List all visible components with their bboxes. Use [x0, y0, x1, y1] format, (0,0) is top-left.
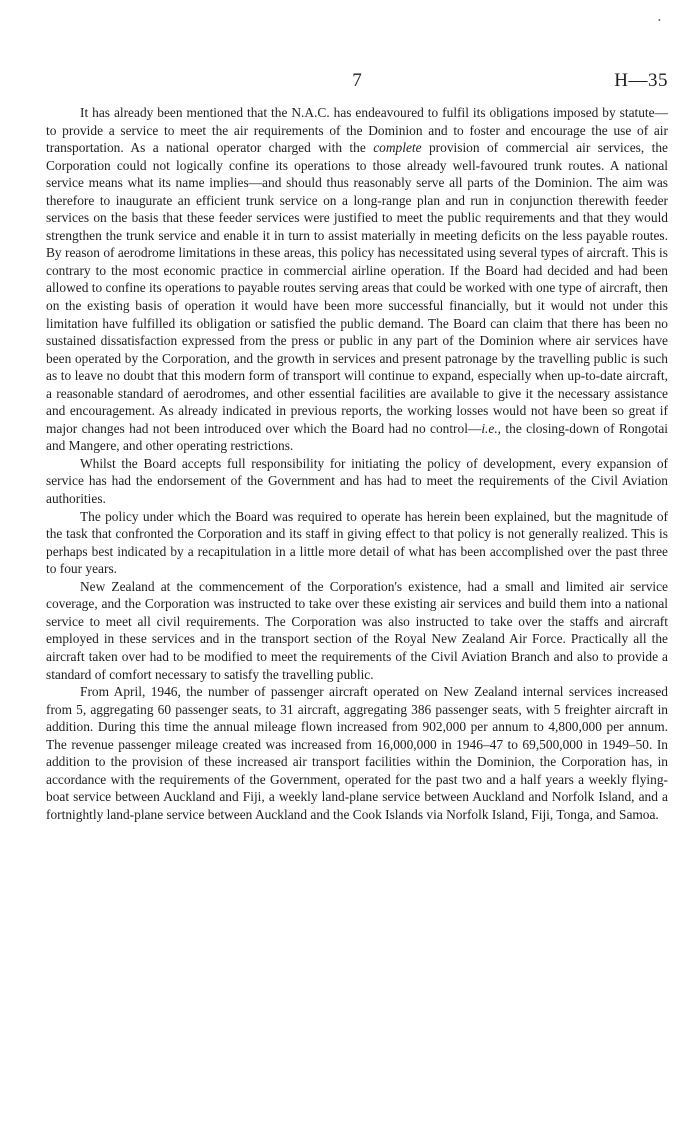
page-number: 7 [352, 70, 362, 91]
body-text [46, 104, 668, 823]
paragraph-1: It has already been mentioned that the N.A.C. has endeavoured to fulfil its obligations imposed by statute—to provide a service to meet the air requirements of the Dominion and to foster and encourage the use of air transportation. As a national operator charged with the complete provision of commercial air services, the Corporation could not logically confine its operations to those already well-favoured trunk routes. A national service means what its name implies—and should thus reasonably serve all parts of the Dominion. The aim was therefore to inaugurate an efficient trunk service on a long-range plan and run in conjunction therewith feeder services on the basis that these feeder services were justified to meet the public requirements and that they would strengthen the trunk service and enable it in turn to assist materially in meeting deficits on the less payable routes. By reason of aerodrome limitations in these areas, this policy has necessitated using several types of aircraft. This is contrary to the most economic practice in commercial airline operation. If the Board had decided and had been allowed to confine its operations to payable routes serving areas that could be worked with one type of aircraft, then on the existing basis of operation it would have been more successful financially, but it would not under this limitation have fulfilled its obligation or satisfied the public demand. The Board can claim that there has been no sustained dissatisfaction expressed from the press or public in any part of the Dominion where air services have been operated by the Corporation, and the growth in services and present patronage by the travelling public is such as to leave no doubt that this modern form of transport will continue to expand, especially when up-to-date aircraft, a reasonable standard of aerodromes, and other essential facilities are available to give it the necessary assistance and encouragement. As already indicated in previous reports, the working losses would not have been so great if major changes had not been introduced over which the Board had no control—i.e., the closing-down of Rongotai and Mangere, and other operating restrictions. [46, 105, 668, 454]
paragraph-3: The policy under which the Board was required to operate has herein been explained, but the magnitude of the task that confronted the Corporation and its staff in giving effect to that policy is not generally realized. This is perhaps best indicated by a recapitulation in a little more detail of what has been accomplished over the past three to four years. [46, 508, 668, 577]
paragraph-2: Whilst the Board accepts full responsibility for initiating the policy of development, every expansion of service has had the endorsement of the Government and has had to meet the requirements of the Civil Aviation authorities. [46, 455, 668, 507]
document-code: H—35 [614, 70, 668, 91]
paragraph-5: From April, 1946, the number of passenger aircraft operated on New Zealand internal services increased from 5, aggregating 60 passenger seats, to 31 aircraft, aggregating 386 passenger seats, with 5 freighter aircraft in addition. During this time the annual mileage flown increased from 902,000 per annum to 4,800,000 per annum. The revenue passenger mileage created was increased from 16,000,000 in 1946–47 to 69,500,000 in 1949–50. In addition to the provision of these increased air transport facilities within the Dominion, the Corporation has, in accordance with the requirements of the Government, operated for the past two and a half years a weekly flying-boat service between Auckland and Fiji, a weekly land-plane service between Auckland and Norfolk Island, and a fortnightly land-plane service between Auckland and the Cook Islands via Norfolk Island, Fiji, Tonga, and Samoa. [46, 684, 668, 822]
page-header [46, 70, 668, 92]
paragraph-4: New Zealand at the commencement of the Corporation's existence, had a small and limited air service coverage, and the Corporation was instructed to take over these existing air services and build them into a national service to meet all civil requirements. The Corporation was also instructed to take over the staffs and aircraft employed in these services and in the transport section of the Royal New Zealand Air Force. Practically all the aircraft taken over had to be modified to meet the requirements of the Civil Aviation Branch and also to provide a standard of comfort necessary to satisfy the travelling public. [46, 578, 668, 682]
corner-mark: • [658, 16, 661, 25]
